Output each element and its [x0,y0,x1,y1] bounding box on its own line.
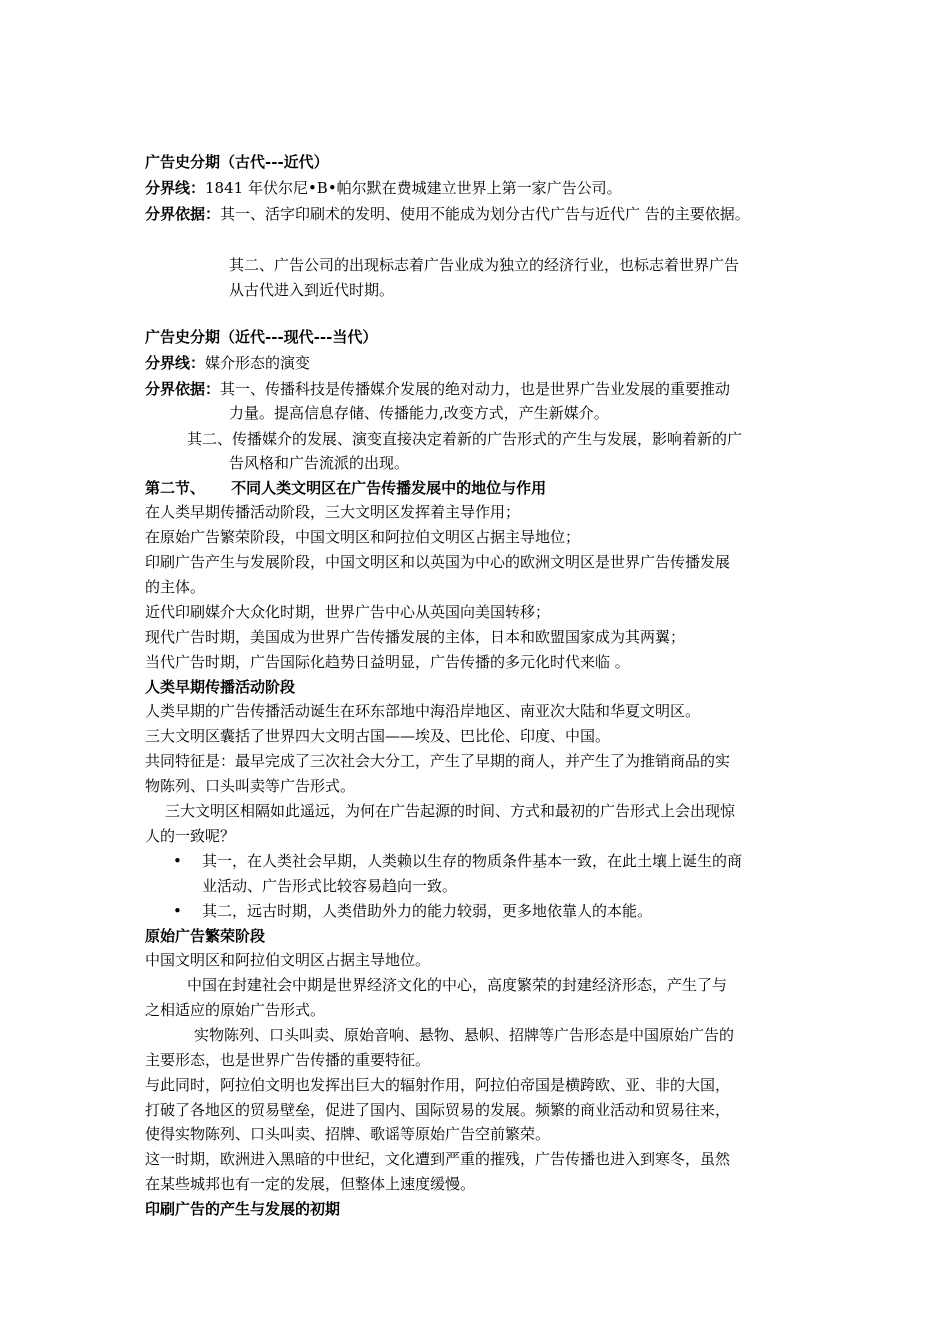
dividing-line-label-2: 分界线： [145,354,206,372]
dividing-basis-row [145,204,750,224]
dividing-basis-1: 其一、活字印刷术的发明、使用不能成为划分古代广告与近代广 告的主要依据。 [220,205,750,223]
dividing-basis-2-line1: 其二、广告公司的出现标志着广告业成为独立的经济行业，也标志着世界广告 [229,256,740,274]
section-heading-early-stage: 人类早期传播活动阶段 [145,678,296,696]
dividing-basis-label-2: 分界依据： [145,380,221,398]
dividing-basis-label: 分界依据： [145,205,221,223]
paragraph: 三大文明区相隔如此遥远，为何在广告起源的时间、方式和最初的广告形式上会出现惊 [165,802,736,820]
paragraph: 人的一致呢？ [145,827,236,845]
paragraph: 中国文明区和阿拉伯文明区占据主导地位。 [145,951,431,969]
paragraph: 在人类早期传播活动阶段，三大文明区发挥着主导作用； [145,503,521,521]
dividing-basis-2-line2: 从古代进入到近代时期。 [229,281,395,299]
list-item: 其二，远古时期，人类借助外力的能力较弱，更多地依靠人的本能。 [202,902,653,920]
paragraph: 之相适应的原始广告形式。 [145,1001,326,1019]
paragraph: 实物陈列、口头叫卖、原始音响、悬物、悬帜、招牌等广告形态是中国原始广告的 [194,1026,735,1044]
dividing-line-row [145,178,622,198]
list-item: 其一，在人类社会早期，人类赖以生存的物质条件基本一致，在此土壤上诞生的商 [202,852,743,870]
paragraph: 人类早期的广告传播活动诞生在环东部地中海沿岸地区、南亚次大陆和华夏文明区。 [145,702,701,720]
paragraph: 当代广告时期，广告国际化趋势日益明显，广告传播的多元化时代来临 。 [145,653,630,671]
paragraph: 三大文明区囊括了世界四大文明古国——埃及、巴比伦、印度、中国。 [145,727,611,745]
paragraph: 与此同时，阿拉伯文明也发挥出巨大的辐射作用，阿拉伯帝国是横跨欧、亚、非的大国， [145,1076,731,1094]
paragraph: 物陈列、口头叫卖等广告形式。 [145,777,356,795]
dividing-line-text-2: 媒介形态的演变 [205,354,311,372]
section-heading-ancient-modern: 广告史分期（古代---近代） [145,153,329,171]
dividing-basis-row-2 [145,379,730,399]
paragraph: 共同特征是：最早完成了三次社会大分工，产生了早期的商人，并产生了为推销商品的实 [145,752,731,770]
paragraph: 在原始广告繁荣阶段，中国文明区和阿拉伯文明区占据主导地位； [145,528,581,546]
paragraph: 在某些城邦也有一定的发展，但整体上速度缓慢。 [145,1175,476,1193]
section-heading-printing-ads: 印刷广告的产生与发展的初期 [145,1200,341,1218]
dividing-basis-2-1-line2: 力量。提高信息存储、传播能力,改变方式，产生新媒介。 [229,404,609,422]
paragraph: 的主体。 [145,578,206,596]
paragraph: 主要形态，也是世界广告传播的重要特征。 [145,1051,431,1069]
paragraph: 这一时期，欧洲进入黑暗的中世纪，文化遭到严重的摧残，广告传播也进入到寒冬，虽然 [145,1150,731,1168]
paragraph: 中国在封建社会中期是世界经济文化的中心，高度繁荣的封建经济形态，产生了与 [187,976,728,994]
bullet-icon: • [173,902,182,920]
dividing-basis-2-1-line1: 其一、传播科技是传播媒介发展的绝对动力，也是世界广告业发展的重要推动 [220,380,731,398]
section-heading-civilizations: 第二节、 不同人类文明区在广告传播发展中的地位与作用 [145,479,547,497]
paragraph: 使得实物陈列、口头叫卖、招牌、歌谣等原始广告空前繁荣。 [145,1125,551,1143]
section-heading-modern-contemporary: 广告史分期（近代---现代---当代） [145,328,378,346]
dividing-line-label: 分界线： [145,179,206,197]
dividing-basis-2-2-line2: 告风格和广告流派的出现。 [229,454,410,472]
dividing-line-text: 1841 年伏尔尼•B•帕尔默在费城建立世界上第一家广告公司。 [205,179,622,197]
list-item: 业活动、广告形式比较容易趋向一致。 [202,877,458,895]
paragraph: 近代印刷媒介大众化时期，世界广告中心从英国向美国转移； [145,603,551,621]
paragraph: 印刷广告产生与发展阶段，中国文明区和以英国为中心的欧洲文明区是世界广告传播发展 [145,553,731,571]
dividing-basis-2-2-line1: 其二、传播媒介的发展、演变直接决定着新的广告形式的产生与发展，影响着新的广 [187,430,743,448]
paragraph: 打破了各地区的贸易壁垒，促进了国内、国际贸易的发展。频繁的商业活动和贸易往来， [145,1101,731,1119]
dividing-line-row-2 [145,353,310,373]
bullet-icon: • [173,852,182,870]
section-heading-primitive-prosperity: 原始广告繁荣阶段 [145,927,266,945]
paragraph: 现代广告时期，美国成为世界广告传播发展的主体，日本和欧盟国家成为其两翼； [145,628,686,646]
